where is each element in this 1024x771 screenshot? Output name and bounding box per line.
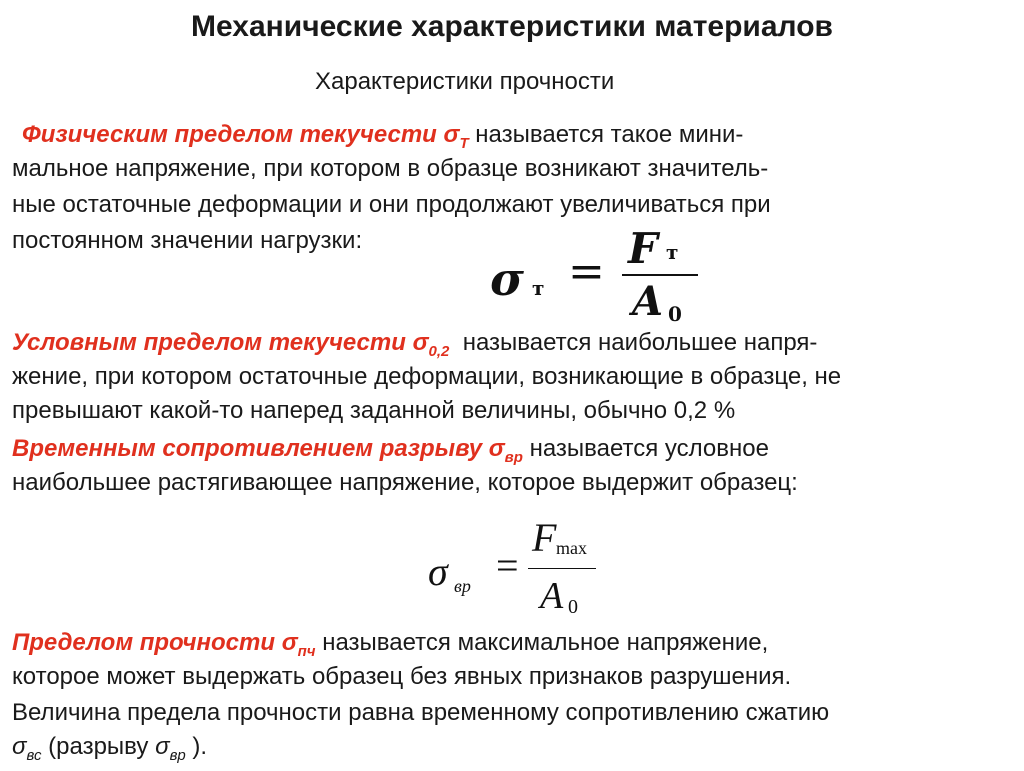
p3-text-1: называется условное bbox=[529, 435, 769, 462]
p4-line-2: которое может выдержать образец без явных признаков разрушения. bbox=[12, 663, 792, 690]
p2-line-2: жение, при котором остаточные деформации, возникающие в образце, не bbox=[12, 363, 842, 390]
p3-symbol: $\sigma_{вр}$ bbox=[488, 435, 523, 466]
p4-line-1 bbox=[12, 628, 768, 667]
page-subtitle: Характеристики прочности bbox=[315, 68, 615, 95]
p4-term: Пределом прочности bbox=[12, 629, 276, 656]
formula-yield-strength: σ т = F т A 0 bbox=[490, 232, 710, 332]
p4-text-mid: (разрыву bbox=[48, 733, 149, 760]
p4-line-4 bbox=[12, 732, 207, 771]
p3-line-1 bbox=[12, 434, 769, 473]
p1-line-4: постоянном значении нагрузки: bbox=[12, 227, 363, 254]
p2-line-1 bbox=[12, 328, 817, 367]
page-title: Механические характеристики материалов bbox=[191, 10, 833, 43]
p2-symbol: $\sigma_{0,2}$ bbox=[412, 329, 450, 360]
p1-line-1 bbox=[22, 120, 743, 159]
p4-text-end: ). bbox=[192, 733, 208, 760]
p4-line-3: Величина предела прочности равна временному сопротивлению сжатию bbox=[12, 699, 830, 726]
p4-symbol-compression: $\sigma_{вс}$ bbox=[12, 733, 42, 764]
p3-line-2: наибольшее растягивающее напряжение, которое выдержит образец: bbox=[12, 469, 798, 496]
p1-text-1: называется такое мини- bbox=[475, 121, 744, 148]
p2-term: Условным пределом текучести bbox=[12, 329, 406, 356]
p3-term: Временным сопротивлением разрыву bbox=[12, 435, 483, 462]
p1-term: Физическим пределом текучести bbox=[22, 121, 437, 148]
p2-line-3: превышают какой-то наперед заданной величины, обычно 0,2 % bbox=[12, 397, 736, 424]
p4-symbol: $\sigma_{пч}$ bbox=[281, 629, 316, 660]
p1-symbol: $\sigma_Т$ bbox=[443, 121, 469, 152]
p4-symbol-tension: $\sigma_{вр}$ bbox=[155, 733, 186, 764]
formula-tensile-strength: σ вр = F max A 0 bbox=[428, 518, 628, 628]
p4-text-1: называется максимальное напряжение, bbox=[322, 629, 769, 656]
p1-line-2: мальное напряжение, при котором в образце возникают значитель- bbox=[12, 155, 769, 182]
p1-line-3: ные остаточные деформации и они продолжают увеличиваться при bbox=[12, 191, 771, 218]
p2-text-1: называется наибольшее напря- bbox=[462, 329, 818, 356]
